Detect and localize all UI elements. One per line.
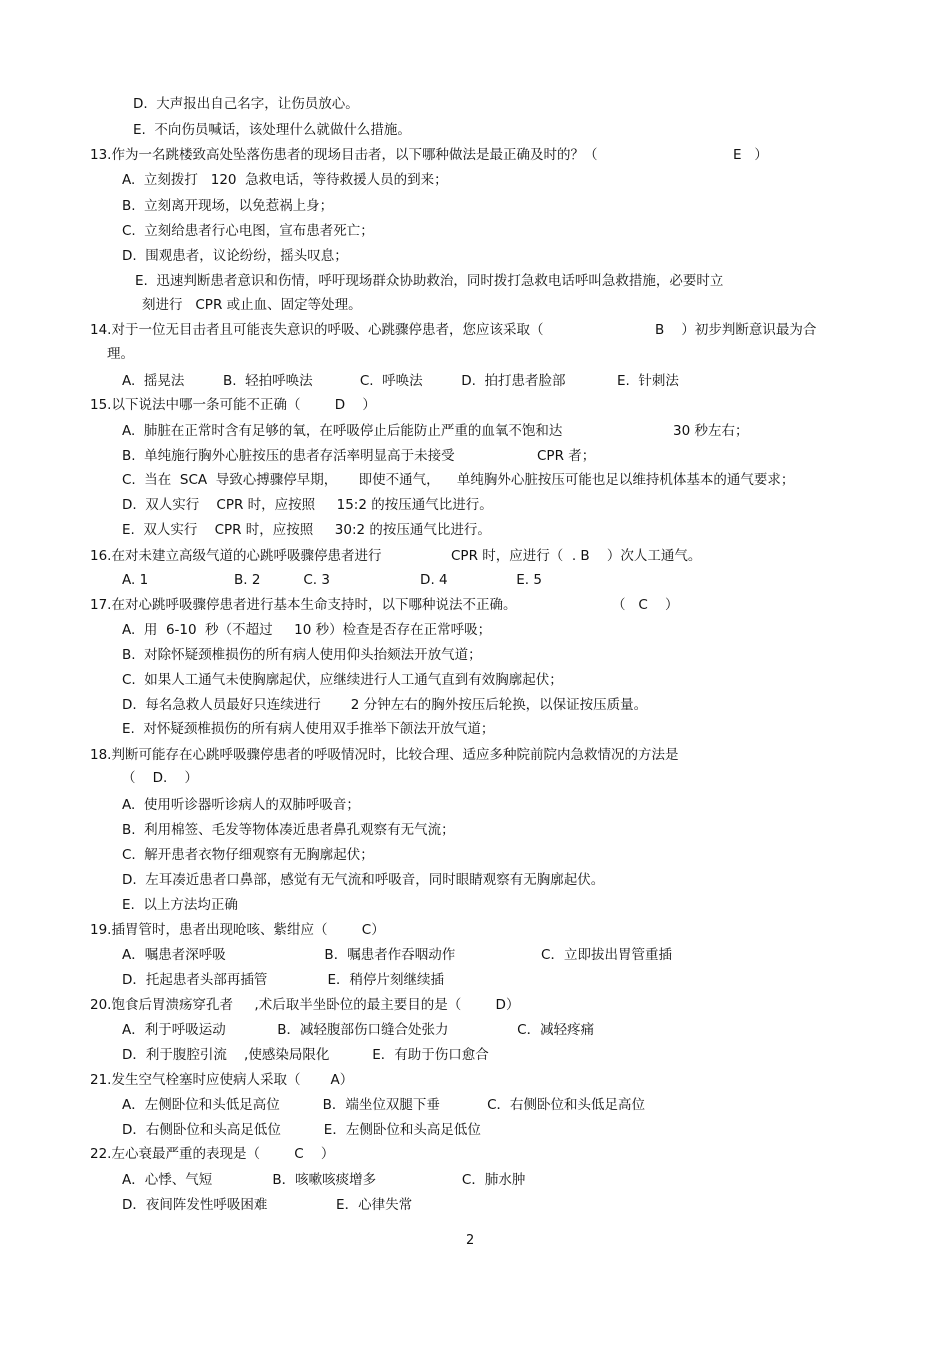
q17-option-c: C. 如果人工通气未使胸廓起伏，应继续进行人工通气直到有效胸廓起伏； xyxy=(122,672,563,688)
question-14: 14.对于一位无目击者且可能丧失意识的呼吸、心跳骤停患者，您应该采取（ xyxy=(90,322,544,338)
q12-option-e: E. 不向伤员喊话，该处理什么就做什么措施。 xyxy=(133,122,411,138)
question-16: 16.在对未建立高级气道的心跳呼吸骤停患者进行 xyxy=(90,548,382,564)
q17-option-d: D. 每名急救人员最好只连续进行 2 分钟左右的胸外按压后轮换，以保证按压质量。 xyxy=(122,697,648,713)
q18-option-d: D. 左耳凑近患者口鼻部，感觉有无气流和呼吸音，同时眼睛观察有无胸廓起伏。 xyxy=(122,872,605,888)
page-number: 2 xyxy=(466,1233,475,1248)
q14-options: A. 摇晃法 B. 轻拍呼唤法 C. 呼唤法 D. 拍打患者脸部 E. 针刺法 xyxy=(122,373,679,389)
q18-option-b: B. 利用棉签、毛发等物体凑近患者鼻孔观察有无气流； xyxy=(122,822,455,838)
question-13: 13.作为一名跳楼致高处坠落伤患者的现场目击者，以下哪种做法是最正确及时的？（ xyxy=(90,147,598,163)
q13-option-a: A. 立刻拨打 120 急救电话，等待救援人员的到来； xyxy=(122,172,448,188)
q13-option-c: C. 立刻给患者行心电图，宣布患者死亡； xyxy=(122,223,374,239)
answer-13: E ） xyxy=(733,147,768,163)
q17-option-b: B. 对除怀疑颈椎损伤的所有病人使用仰头抬颏法开放气道； xyxy=(122,647,482,663)
answer-18: （ D. ） xyxy=(122,770,199,786)
question-14-cont: 理。 xyxy=(107,346,134,362)
question-22: 22.左心衰最严重的表现是（ C ） xyxy=(90,1146,335,1162)
q21-options-row2: D．右侧卧位和头高足低位 E．左侧卧位和头高足低位 xyxy=(122,1122,481,1138)
q13-option-d: D. 围观患者，议论纷纷，摇头叹息； xyxy=(122,248,348,264)
q16-options: A. 1 B. 2 C. 3 D. 4 E. 5 xyxy=(122,572,542,588)
q18-option-a: A. 使用听诊器听诊病人的双肺呼吸音； xyxy=(122,797,360,813)
q19-options-row1: A．嘱患者深呼吸 B．嘱患者作吞咽动作 C．立即拔出胃管重插 xyxy=(122,947,672,963)
q12-option-d: D. 大声报出自己名字，让伤员放心。 xyxy=(133,96,359,112)
q15-option-b-end: CPR 者； xyxy=(537,448,596,464)
q22-options-row1: A．心悸、气短 B．咳嗽咳痰增多 C．肺水肿 xyxy=(122,1172,526,1188)
q17-option-e: E. 对怀疑颈椎损伤的所有病人使用双手推举下颌法开放气道； xyxy=(122,721,495,737)
question-16-end: CPR 时，应进行（ . B ）次人工通气。 xyxy=(451,548,702,564)
q15-option-e: E. 双人实行 CPR 时，应按照 30:2 的按压通气比进行。 xyxy=(122,522,491,538)
q19-options-row2: D．托起患者头部再插管 E．稍停片刻继续插 xyxy=(122,972,445,988)
question-18: 18.判断可能存在心跳呼吸骤停患者的呼吸情况时，比较合理、适应多种院前院内急救情况的方法是 xyxy=(90,747,679,763)
q20-options-row2: D．利于腹腔引流 ,使感染局限化 E．有助于伤口愈合 xyxy=(122,1047,489,1063)
q22-options-row2: D．夜间阵发性呼吸困难 E．心律失常 xyxy=(122,1197,413,1213)
question-15: 15.以下说法中哪一条可能不正确（ D ） xyxy=(90,397,376,413)
answer-14: B ）初步判断意识最为合 xyxy=(655,322,817,338)
q13-option-b: B. 立刻离开现场，以免惹祸上身； xyxy=(122,198,334,214)
q15-option-c: C. 当在 SCA 导致心搏骤停早期， 即使不通气， 单纯胸外心脏按压可能也足以维持机体基本的通气要求； xyxy=(122,472,795,488)
q15-option-a: A. 肺脏在正常时含有足够的氧，在呼吸停止后能防止严重的血氧不饱和达 xyxy=(122,423,563,439)
q15-option-a-end: 30 秒左右； xyxy=(673,423,749,439)
question-21: 21.发生空气栓塞时应使病人采取（ A） xyxy=(90,1072,354,1088)
answer-17: （ C ） xyxy=(612,597,679,613)
q17-option-a: A. 用 6-10 秒（不超过 10 秒）检查是否存在正常呼吸； xyxy=(122,622,492,638)
q13-option-e-cont: 刻进行 CPR 或止血、固定等处理。 xyxy=(142,297,362,313)
q20-options-row1: A．利于呼吸运动 B．减轻腹部伤口缝合处张力 C．减轻疼痛 xyxy=(122,1022,595,1038)
q18-option-c: C. 解开患者衣物仔细观察有无胸廓起伏； xyxy=(122,847,374,863)
question-20: 20.饱食后胃溃疡穿孔者 ,术后取半坐卧位的最主要目的是（ D） xyxy=(90,997,520,1013)
q15-option-d: D. 双人实行 CPR 时，应按照 15:2 的按压通气比进行。 xyxy=(122,497,493,513)
q13-option-e: E. 迅速判断患者意识和伤情，呼吁现场群众协助救治，同时拨打急救电话呼叫急救措施，必要时立 xyxy=(135,273,724,289)
q18-option-e: E. 以上方法均正确 xyxy=(122,897,238,913)
question-19: 19.插胃管时，患者出现呛咳、紫绀应（ C） xyxy=(90,922,385,938)
question-17: 17.在对心跳呼吸骤停患者进行基本生命支持时，以下哪种说法不正确。 xyxy=(90,597,517,613)
q21-options-row1: A．左侧卧位和头低足高位 B．端坐位双腿下垂 C．右侧卧位和头低足高位 xyxy=(122,1097,646,1113)
q15-option-b: B. 单纯施行胸外心脏按压的患者存活率明显高于未接受 xyxy=(122,448,455,464)
